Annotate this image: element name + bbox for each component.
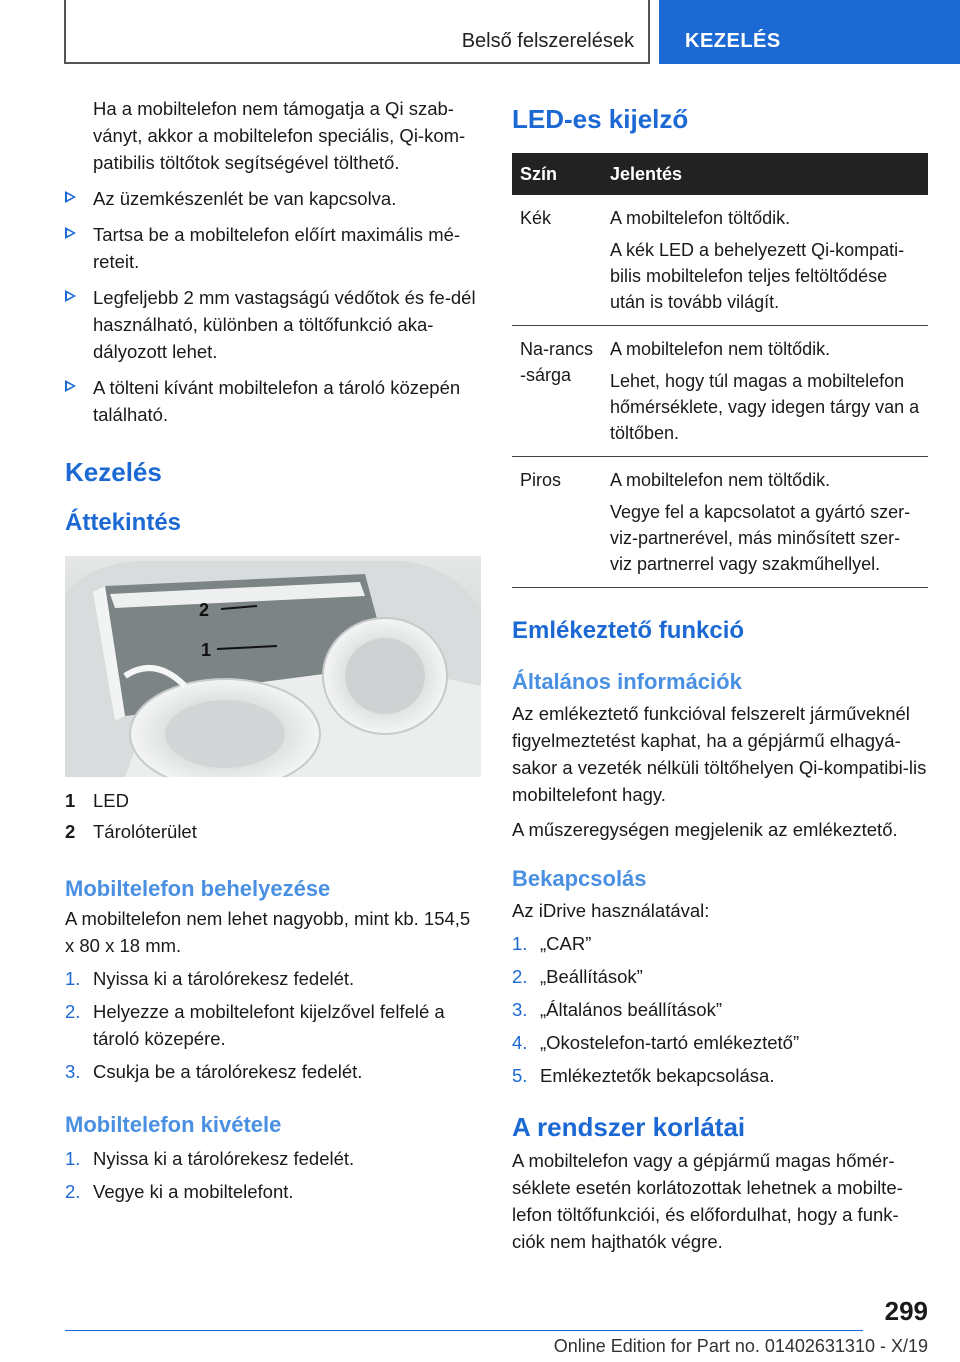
list-item: Az üzemkészenlét be van kapcsolva. xyxy=(65,185,481,212)
altalanos-p1: Az emlékeztető funkcióval felszerelt járműveknél figyelmeztetést kaphat, ha a gépjármű elhagyá-sakor a vezeték nélküli töltőhelyen Qi-kompatibi-lis mobiltelefont hagy. xyxy=(512,703,927,805)
heading-altalanos: Általános információk xyxy=(512,669,742,694)
cell-color: Piros xyxy=(512,457,602,588)
intro-paragraph: Ha a mobiltelefon nem támogatja a Qi szab-ványt, akkor a mobiltelefon speciális, Qi-kom-patibilis töltőtok segítségével tölthető. xyxy=(93,98,466,173)
triangle-bullet-icon xyxy=(65,290,76,302)
table-header-row xyxy=(512,153,928,195)
heading-led-kijelzo: LED-es kijelző xyxy=(512,104,689,134)
behelyezes-steps xyxy=(65,965,481,1085)
bekapcsolas-intro: Az iDrive használatával: xyxy=(512,900,710,921)
cell-meaning: A mobiltelefon nem töltődik. Vegye fel a kapcsolatot a gyártó szer-viz-partnerével, más minősített szer-viz partnerrel vagy szakműhellyel. xyxy=(602,457,928,588)
korlatai-text: A mobiltelefon vagy a gépjármű magas hőmér-séklete esetén korlátozottak lehetnek a mobilte-lefon töltőfunkciói, és előfordulhat, hogy a funk-ciók nem hajthatók végre. xyxy=(512,1150,903,1252)
compartment-illustration xyxy=(65,556,481,777)
cell-color: Kék xyxy=(512,195,602,326)
callout-2: 2 xyxy=(199,600,210,620)
behelyezes-text: A mobiltelefon nem lehet nagyobb, mint kb. 154,5 x 80 x 18 mm. xyxy=(65,908,471,956)
heading-bekapcsolas: Bekapcsolás xyxy=(512,866,647,891)
header-section-box xyxy=(64,0,650,64)
footer-divider xyxy=(65,1330,863,1331)
cell-color: Na-rancs-sárga xyxy=(512,326,602,457)
table-row xyxy=(512,195,928,326)
altalanos-p2: A műszeregységen megjelenik az emlékeztető. xyxy=(512,819,898,840)
cell-meaning: A mobiltelefon nem töltődik. Lehet, hogy túl magas a mobiltelefon hőmérséklete, vagy idegen tárgy van a töltőben. xyxy=(602,326,928,457)
chapter-tab[interactable] xyxy=(659,0,960,64)
list-item: 4. „Okostelefon-tartó emlékeztető” xyxy=(512,1032,800,1053)
table-row xyxy=(512,326,928,457)
table-row xyxy=(512,457,928,588)
footer-edition: Online Edition for Part no. 01402631310 - X/19 xyxy=(553,1336,928,1356)
list-item: 1. Nyissa ki a tárolórekesz fedelét. xyxy=(65,1148,355,1169)
list-item: 1. Nyissa ki a tárolórekesz fedelét. xyxy=(65,968,355,989)
legend-item: 1 LED xyxy=(65,790,129,811)
cell-meaning: A mobiltelefon töltődik. A kék LED a behelyezett Qi-kompati-bilis mobiltelefon teljes feltöltődése után is tovább világít. xyxy=(602,195,928,326)
list-item: 2. „Beállítások” xyxy=(512,966,643,987)
page-number: 299 xyxy=(884,1296,928,1326)
section-title: Belső felszerelések xyxy=(461,30,634,52)
image-legend xyxy=(65,787,481,845)
col-header-color: Szín xyxy=(512,153,602,195)
callout-1: 1 xyxy=(201,640,212,660)
list-item: 2. Helyezze a mobiltelefont kijelzővel felfelé a tároló közepére. xyxy=(65,1001,445,1049)
storage-compartment-image xyxy=(65,556,481,777)
triangle-bullet-icon xyxy=(65,191,76,203)
col-header-meaning: Jelentés xyxy=(602,153,928,195)
heading-kezeles: Kezelés xyxy=(65,457,162,487)
kivetele-steps xyxy=(65,1145,481,1205)
right-column xyxy=(512,95,928,1255)
triangle-bullet-icon xyxy=(65,380,76,392)
list-item: A tölteni kívánt mobiltelefon a tároló közepén található. xyxy=(65,374,481,428)
list-item: 1. „CAR” xyxy=(512,933,592,954)
list-item: Tartsa be a mobiltelefon előírt maximális mé-reteit. xyxy=(65,221,481,275)
list-item: Legfeljebb 2 mm vastagságú védőtok és fe-dél használható, különben a töltőfunkció aka-dályozott lehet. xyxy=(65,284,481,365)
legend-item: 2 Tárolóterület xyxy=(65,821,197,842)
heading-behelyezes: Mobiltelefon behelyezése xyxy=(65,876,331,901)
heading-attekintes: Áttekintés xyxy=(65,509,182,536)
list-item: 2. Vegye ki a mobiltelefont. xyxy=(65,1181,294,1202)
led-meaning-table xyxy=(512,153,928,588)
heading-emlekezteto: Emlékeztető funkció xyxy=(512,617,745,644)
heading-kivetele: Mobiltelefon kivétele xyxy=(65,1112,282,1137)
list-item: 3. „Általános beállítások” xyxy=(512,999,723,1020)
list-item: 5. Emlékeztetők bekapcsolása. xyxy=(512,1065,775,1086)
triangle-bullet-icon xyxy=(65,227,76,239)
bekapcsolas-steps xyxy=(512,930,928,1089)
left-column xyxy=(65,95,481,1205)
list-item: 3. Csukja be a tárolórekesz fedelét. xyxy=(65,1061,363,1082)
requirements-list xyxy=(65,185,481,428)
chapter-title: KEZELÉS xyxy=(685,30,781,52)
heading-korlatai: A rendszer korlátai xyxy=(512,1112,746,1142)
